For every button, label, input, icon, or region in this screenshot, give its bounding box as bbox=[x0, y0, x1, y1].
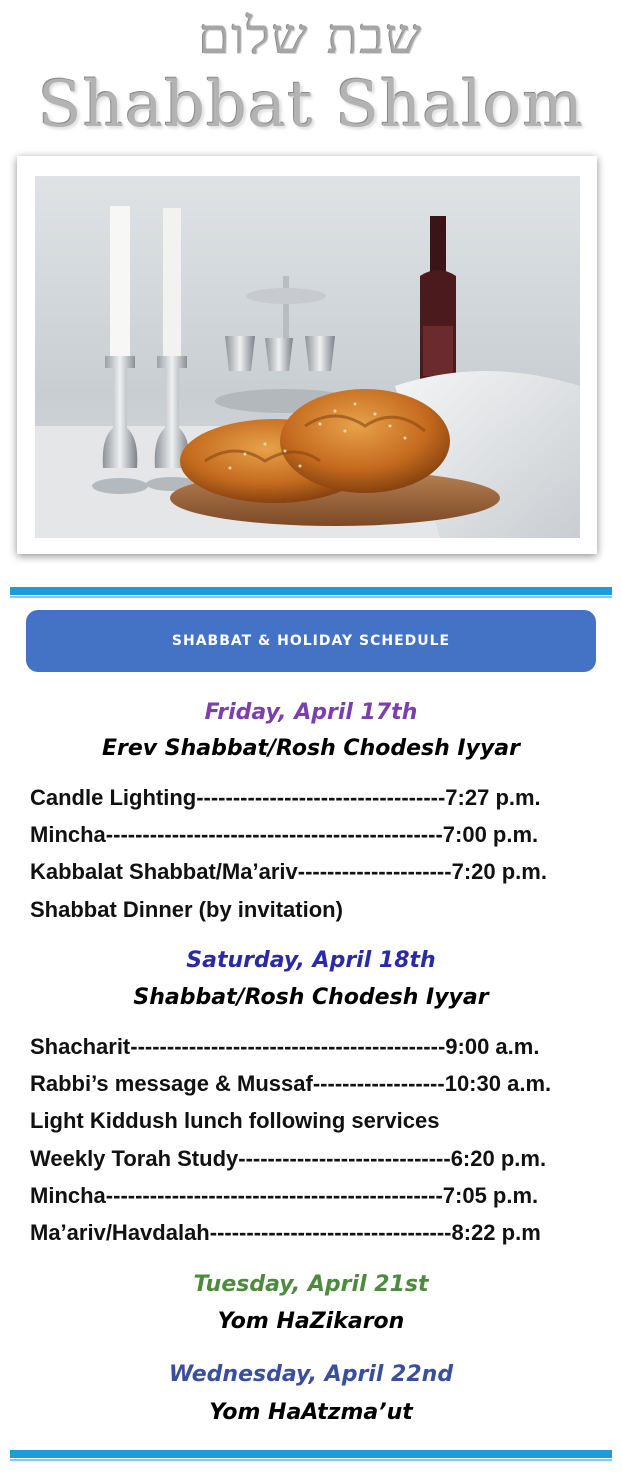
friday-occasion: Erev Shabbat/Rosh Chodesh Iyyar bbox=[102, 736, 520, 761]
wednesday-occasion: Yom HaAtzma’ut bbox=[209, 1400, 413, 1425]
list-item: Kabbalat Shabbat/Ma’ariv---------------------7:20 p.m. bbox=[30, 859, 547, 884]
hebrew-title: שבת שלום bbox=[198, 7, 424, 65]
tuesday-heading: Tuesday, April 21st bbox=[193, 1272, 429, 1297]
divider-top bbox=[10, 587, 612, 595]
list-item: Shabbat Dinner (by invitation) bbox=[30, 897, 343, 922]
friday-heading: Friday, April 17th bbox=[204, 700, 418, 725]
saturday-heading: Saturday, April 18th bbox=[186, 948, 436, 973]
list-item: Weekly Torah Study-----------------------------6:20 p.m. bbox=[30, 1146, 547, 1171]
divider-bottom bbox=[10, 1450, 612, 1458]
list-item: Light Kiddush lunch following services bbox=[30, 1108, 440, 1133]
schedule-banner: SHABBAT & HOLIDAY SCHEDULE bbox=[26, 610, 596, 672]
tuesday-occasion: Yom HaZikaron bbox=[217, 1309, 405, 1334]
saturday-occasion: Shabbat/Rosh Chodesh Iyyar bbox=[133, 985, 489, 1010]
list-item: Candle Lighting----------------------------------7:27 p.m. bbox=[30, 785, 541, 810]
shabbat-table-photo bbox=[35, 176, 580, 538]
list-item: Mincha----------------------------------------------7:05 p.m. bbox=[30, 1183, 539, 1208]
page-title: Shabbat Shalom bbox=[37, 68, 585, 142]
wednesday-heading: Wednesday, April 22nd bbox=[168, 1362, 454, 1387]
photo-frame bbox=[17, 156, 597, 554]
list-item: Shacharit-------------------------------------------9:00 a.m. bbox=[30, 1034, 540, 1059]
list-item: Ma’ariv/Havdalah---------------------------------8:22 p.m bbox=[30, 1220, 541, 1245]
list-item: Mincha----------------------------------------------7:00 p.m. bbox=[30, 822, 539, 847]
list-item: Rabbi’s message & Mussaf------------------10:30 a.m. bbox=[30, 1071, 552, 1096]
